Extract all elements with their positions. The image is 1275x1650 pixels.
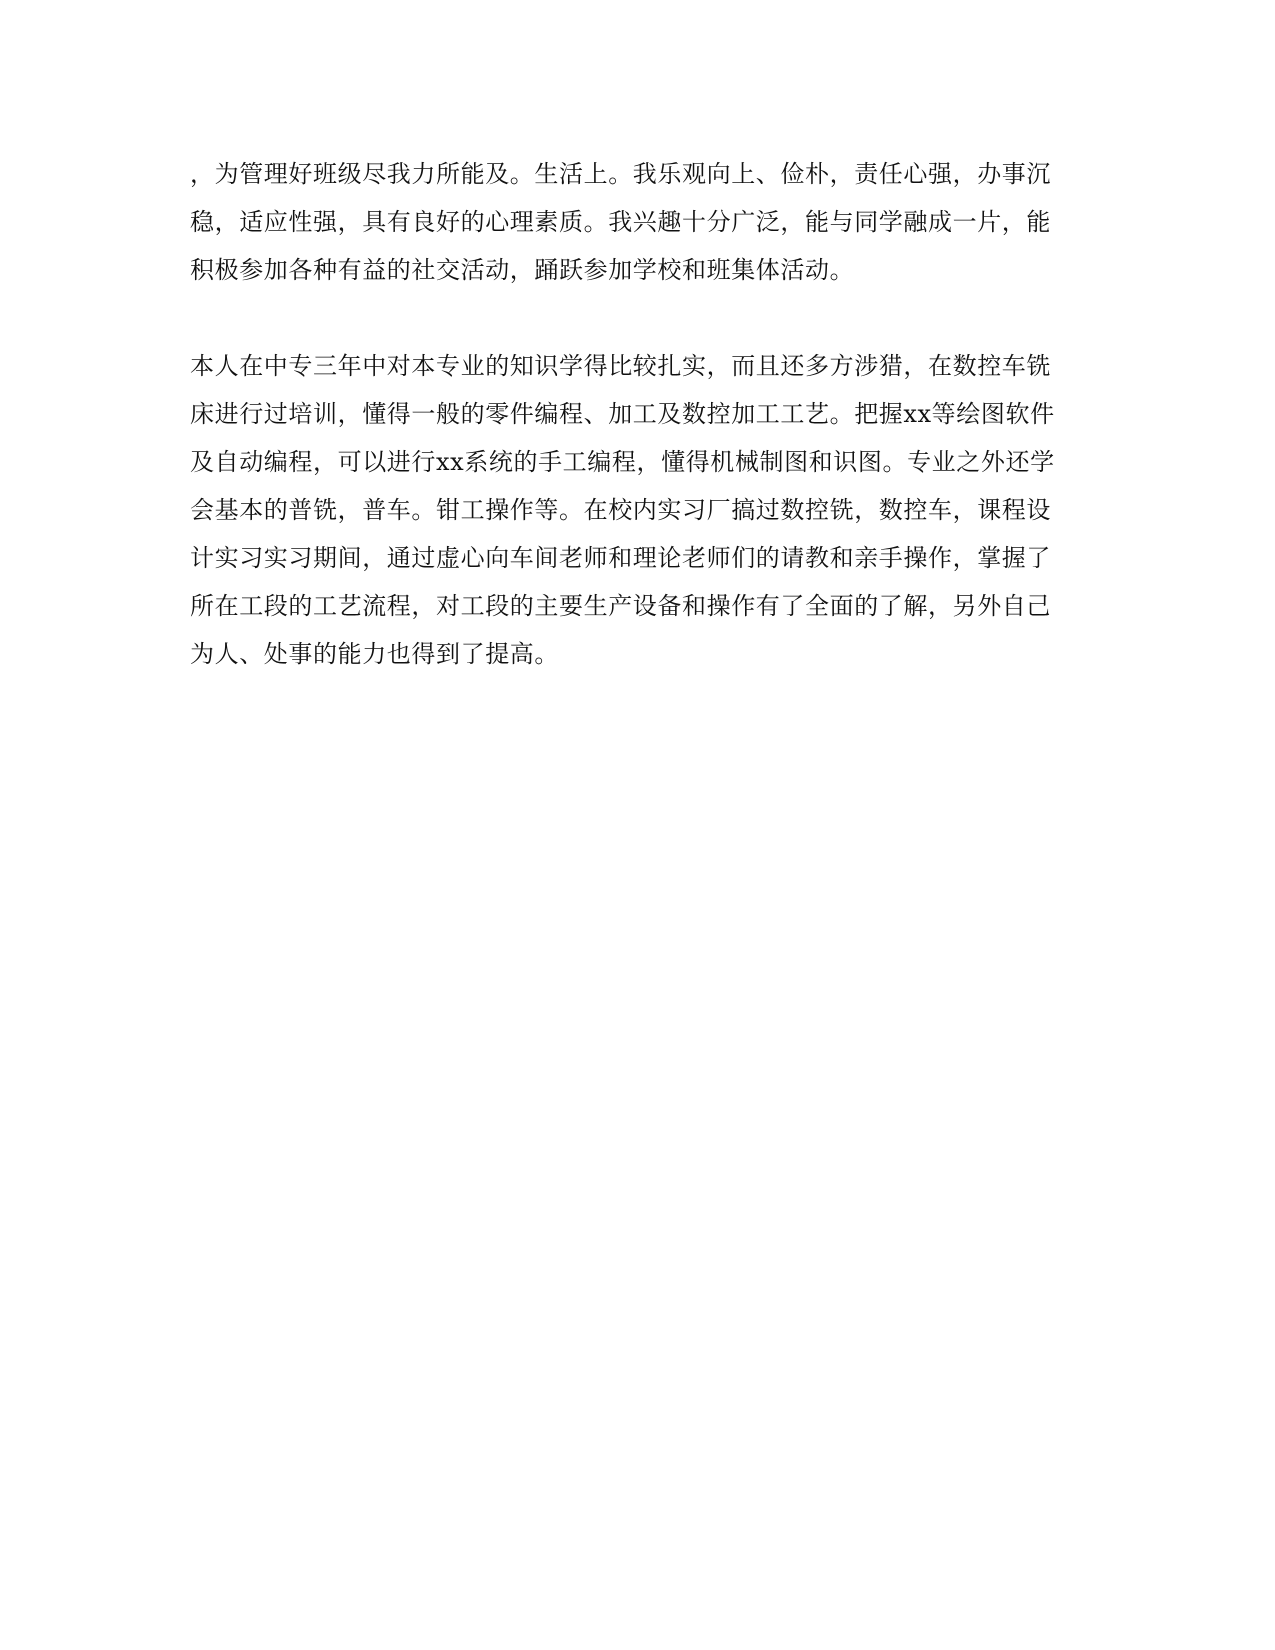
text-line: 会基本的普铣，普车。钳工操作等。在校内实习厂搞过数控铣，数控车，课程设 <box>190 496 1051 524</box>
paragraph-2 <box>190 342 1066 678</box>
text-line: 稳，适应性强，具有良好的心理素质。我兴趣十分广泛，能与同学融成一片，能 <box>190 208 1051 236</box>
text-line: 积极参加各种有益的社交活动，踊跃参加学校和班集体活动。 <box>190 256 855 284</box>
document-body <box>190 150 1066 678</box>
text-line: 计实习实习期间，通过虚心向车间老师和理论老师们的请教和亲手操作，掌握了 <box>190 544 1051 572</box>
text-line: ，为管理好班级尽我力所能及。生活上。我乐观向上、俭朴，责任心强，办事沉 <box>190 160 1051 188</box>
text-line: 本人在中专三年中对本专业的知识学得比较扎实，而且还多方涉猎，在数控车铣 <box>190 352 1051 380</box>
text-line: 为人、处事的能力也得到了提高。 <box>190 640 559 668</box>
text-line: 所在工段的工艺流程，对工段的主要生产设备和操作有了全面的了解，另外自己 <box>190 592 1051 620</box>
text-line: 床进行过培训，懂得一般的零件编程、加工及数控加工工艺。把握xx等绘图软件 <box>190 400 1055 428</box>
paragraph-1 <box>190 150 1066 294</box>
text-line: 及自动编程，可以进行xx系统的手工编程，懂得机械制图和识图。专业之外还学 <box>190 448 1055 476</box>
